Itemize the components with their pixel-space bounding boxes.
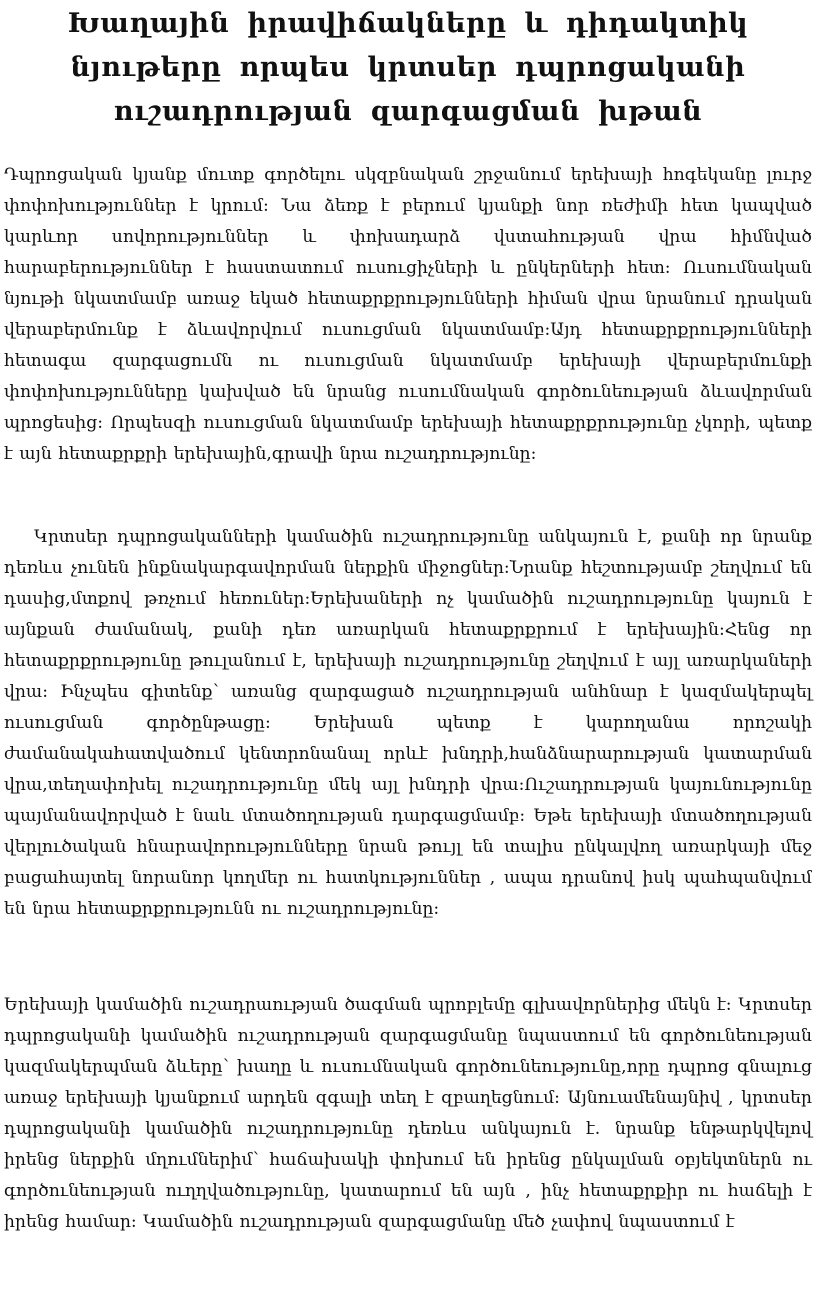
paragraph-2: Կրտսեր դպրոցականների կամածին ուշադրությունը անկայուն է, քանի որ նրանք դեռևս չունեն ինքնակարգավորման ներքին միջոցներ:Նրանք հեշտությամբ շեղվում են դասից,մտքով թռչում հեռուներ:Երեխաների ոչ կամածին ուշադրությունը կայուն է այնքան ժամանակ, քանի դեռ առարկան հետաքրքրում է երեխային:Հենց որ հետաքրքրությունը թուլանում է, երեխայի ուշադրությունը շեղվում է այլ առարկաների վրա: Ինչպես գիտենք՝ առանց զարգացած ուշադրության անհնար է կազմակերպել ուսուցման գործընթացը: Երեխան պետք է կարողանա որոշակի ժամանակահատվածում կենտրոնանալ որևէ խնդրի,հանձնարարության կատարման վրա,տեղափոխել ուշադրությունը մեկ այլ խնդրի վրա:Ուշադրության կայունությունը պայմանավորված է նաև մտածողության դարգացմամբ: Եթե երեխայի մտածողության վերլուծական հնարավորությունները նրան թույլ են տալիս ընկալվող առարկայի մեջ բացահայտել նորանոր կողմեր ու հատկություններ , ապա դրանով իսկ պահպանվում են նրա հետաքրքրությունն ու ուշադրությունը: <box>4 527 812 919</box>
document-title: Խաղային իրավիճակները և դիդակտիկ նյութերը որպես կրտսեր դպրոցականի ուշադրության զարգացման խթան <box>67 8 749 127</box>
paragraph-1: Դպրոցական կյանք մուտք գործելու սկզբնական շրջանում երեխայի հոգեկանը լուրջ փոփոխություններ է կրում: Նա ձեռք է բերում կյանքի նոր ռեժիմի հետ կապված կարևոր սովորություններ և փոխադարձ վստահության վրա հիմնված հարաբերություններ է հաստատում ուսուցիչների և ընկերների հետ: Ուսումնական նյութի նկատմամբ առաջ եկած հետաքրքրությունների հիման վրա նրանում դրական վերաբերմունք է ձևավորվում ուսուցման նկատմամբ:Այդ հետաքրքրությունների հետագա զարգացումն ու ուսուցման նկատմամբ երեխայի վերաբերմունքի փոփոխությունները կախված են նրանց ուսումնական գործունեության ձևավորման պրոցեսից: Որպեսզի ուսուցման նկատմամբ երեխայի հետաքրքրությունը չկորի, պետք է այն հետաքրքրի երեխային,գրավի նրա ուշադրությունը: <box>4 165 812 464</box>
paragraph-3: Երեխայի կամածին ուշադրաության ծագման պրոբլեմը գլխավորներից մեկն է: Կրտսեր դպրոցականի կամածին ուշադրության զարգացմանը նպաստում են գործունեության կազմակերպման ձևերը՝ խաղը և ուսումնական գործունեությունը,որը դպրոց գնալուց առաջ երեխայի կյանքում արդեն զգալի տեղ է զբաղեցնում: Այնուամենայնիվ , կրտսեր դպրոցականի կամածին ուշադրությունը դեռևս անկայուն է. նրանք ենթարկվելով իրենց ներքին մղումներիմ՝ հաճախակի փոխում են իրենց ընկալման օբյեկտներն ու գործունեության ուղղվածությունը, կատարում են այն , ինչ հետաքրքիր ու հաճելի է իրենց համար: Կամածին ուշադրության զարգացմանը մեծ չափով նպաստում է <box>4 995 812 1232</box>
